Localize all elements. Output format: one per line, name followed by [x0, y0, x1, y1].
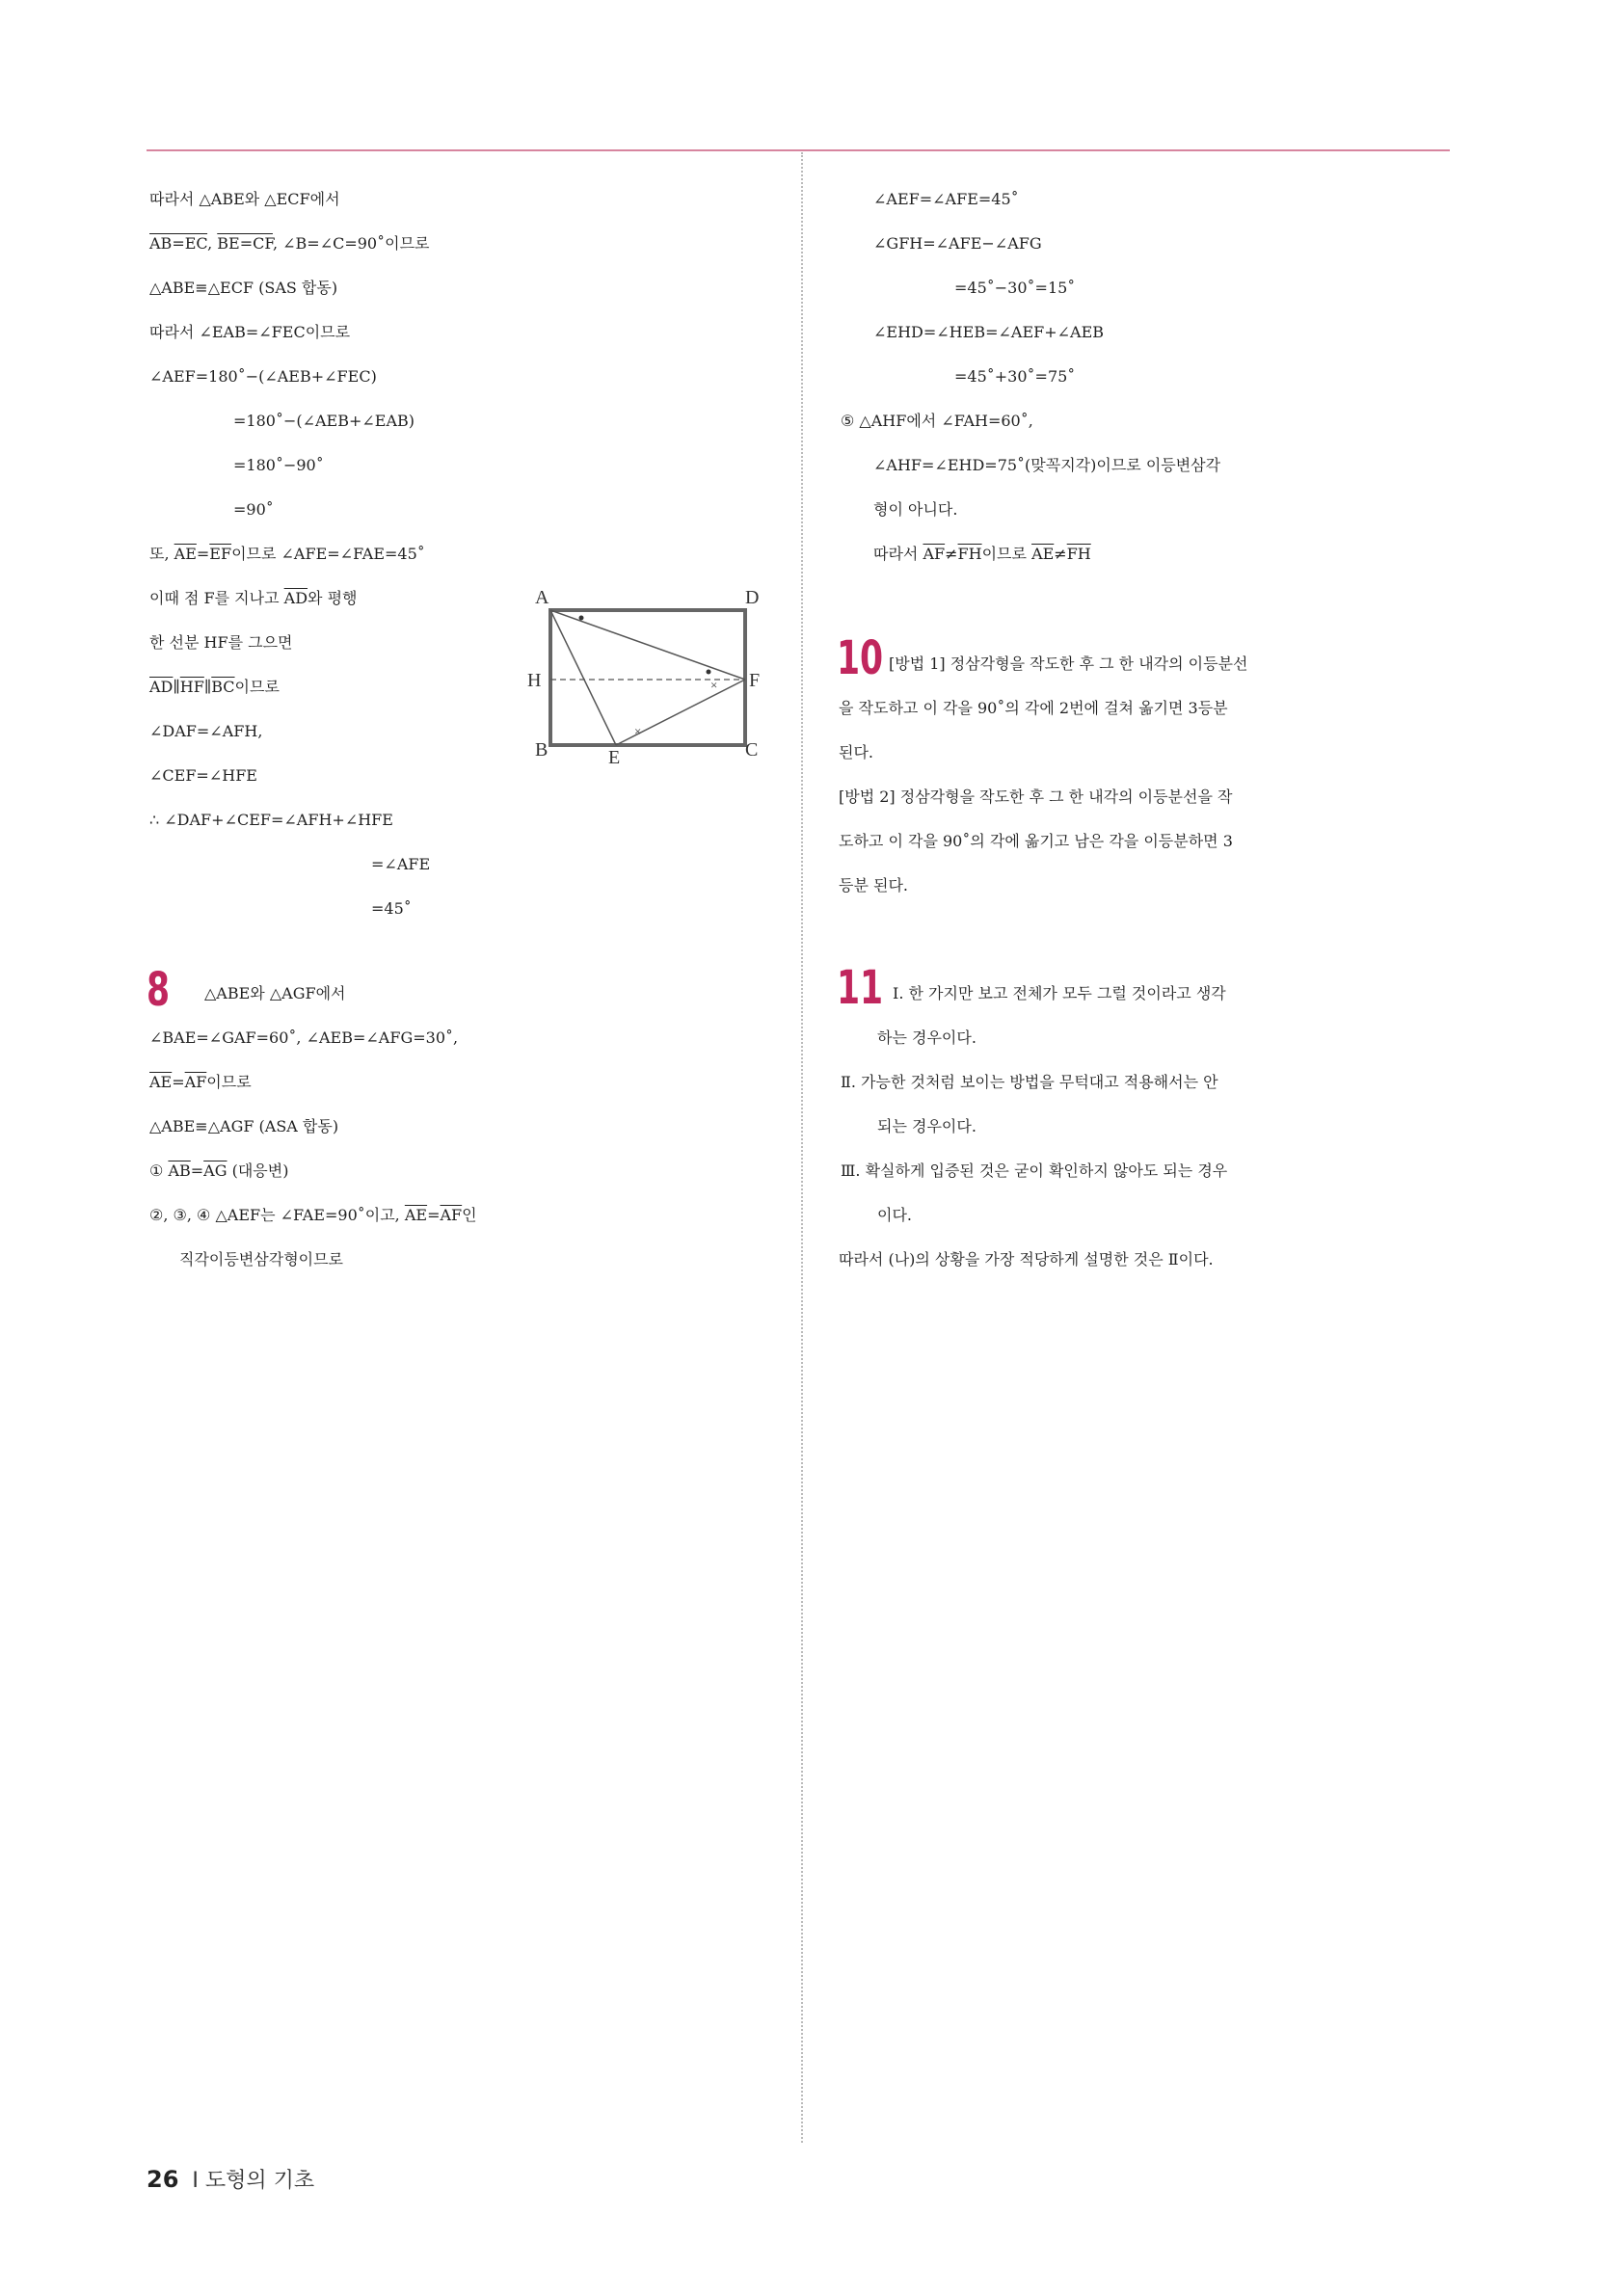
label-b: B	[535, 739, 548, 761]
problem-number: 11	[837, 961, 884, 1015]
header-rule	[147, 149, 1450, 151]
text-line: ∠EHD=∠HEB=∠AEF+∠AEB	[873, 323, 1105, 341]
text-line: ∠DAF=∠AFH,	[149, 722, 263, 740]
text-line: 직각이등변삼각형이므로	[179, 1250, 344, 1268]
angle-mark: ×	[710, 678, 718, 692]
text-line: 이다.	[877, 1206, 912, 1224]
text-line: 하는 경우이다.	[877, 1028, 976, 1047]
column-divider	[801, 152, 803, 2143]
label-h: H	[527, 670, 542, 691]
page-footer	[147, 2164, 314, 2194]
text-line: ∠AEF=180˚−(∠AEB+∠FEC)	[149, 367, 377, 386]
text-line: 된다.	[839, 743, 873, 761]
text-line: ∴ ∠DAF+∠CEF=∠AFH+∠HFE	[149, 811, 393, 829]
page-number: 26	[147, 2166, 179, 2193]
text-line: =∠AFE	[371, 855, 431, 873]
text-line: =45˚+30˚=75˚	[954, 367, 1076, 386]
label-a: A	[535, 587, 549, 608]
text-line: 도하고 이 각을 90˚의 각에 옮기고 남은 각을 이등분하면 3	[839, 832, 1233, 850]
label-d: D	[745, 587, 760, 608]
text-line: 따라서 (나)의 상황을 가장 적당하게 설명한 것은 Ⅱ이다.	[839, 1250, 1214, 1268]
label-e: E	[608, 747, 621, 768]
angle-mark: ×	[634, 724, 642, 738]
text-line: [방법 2] 정삼각형을 작도한 후 그 한 내각의 이등분선을 작	[839, 788, 1233, 806]
angle-mark	[707, 670, 711, 675]
text-line: 을 작도하고 이 각을 90˚의 각에 2번에 걸쳐 옮기면 3등분	[839, 699, 1228, 717]
label-f: F	[749, 670, 761, 691]
text-line: AB=EC, BE=CF, ∠B=∠C=90˚이므로	[149, 234, 430, 253]
text-line: =45˚−30˚=15˚	[954, 279, 1076, 297]
text-line: 따라서 ∠EAB=∠FEC이므로	[149, 323, 351, 341]
text-line: 따라서 $\overline{AF}\ne\overline{FH}$이므로 $\overline{AE}\ne\overline{FH}$	[873, 545, 1091, 563]
text-line: △ABE≡△AGF (ASA 합동)	[149, 1117, 339, 1135]
text-line: Ⅰ. 한 가지만 보고 전체가 모두 그럴 것이라고 생각	[893, 984, 1226, 1002]
text-line: ∠CEF=∠HFE	[149, 766, 257, 785]
text-line: =90˚	[233, 500, 274, 519]
angle-mark	[579, 616, 584, 621]
label-c: C	[745, 739, 759, 761]
text-line: =45˚	[371, 899, 412, 918]
text-line: =180˚−(∠AEB+∠EAB)	[233, 412, 415, 430]
text-line: 또, $\overline{AE}=\overline{EF}$이므로 ∠AFE=∠FAE=45˚	[149, 545, 425, 563]
text-line: ∠GFH=∠AFE−∠AFG	[873, 234, 1042, 253]
text-line: ⑤ △AHF에서 ∠FAH=60˚,	[841, 412, 1033, 430]
text-line: △ABE≡△ECF (SAS 합동)	[149, 279, 338, 297]
text-line: ∠AHF=∠EHD=75˚(맞꼭지각)이므로 이등변삼각	[873, 456, 1221, 474]
problem-number: 8	[147, 963, 171, 1017]
text-line: 등분 된다.	[839, 876, 908, 894]
text-line: 따라서 △ABE와 △ECF에서	[149, 190, 340, 208]
text-line: Ⅱ. 가능한 것처럼 보이는 방법을 무턱대고 적용해서는 안	[841, 1073, 1218, 1091]
text-line: 형이 아니다.	[873, 500, 958, 519]
text-line: ②, ③, ④ △AEF는 ∠FAE=90˚이고, $\overline{AE}=\overline{AF}$인	[149, 1206, 477, 1224]
text-line: ∠AEF=∠AFE=45˚	[873, 190, 1019, 208]
text-line: Ⅲ. 확실하게 입증된 것은 굳이 확인하지 않아도 되는 경우	[841, 1161, 1228, 1180]
text-line: 되는 경우이다.	[877, 1117, 976, 1135]
text-line: 이때 점 F를 지나고 $\overline{AD}$와 평행	[149, 589, 358, 607]
section-title: Ⅰ 도형의 기초	[192, 2169, 315, 2193]
problem-number: 10	[837, 631, 884, 685]
text-line: △ABE와 △AGF에서	[204, 984, 346, 1002]
rectangle-diagram	[525, 586, 776, 769]
text-line: [방법 1] 정삼각형을 작도한 후 그 한 내각의 이등분선	[889, 654, 1248, 673]
text-line: =180˚−90˚	[233, 456, 324, 474]
text-line: $\overline{AE}=\overline{AF}$이므로	[149, 1073, 252, 1091]
text-line: ∠BAE=∠GAF=60˚, ∠AEB=∠AFG=30˚,	[149, 1028, 459, 1047]
text-line: 한 선분 HF를 그으면	[149, 633, 293, 652]
text-line: $\overline{AD}\parallel\overline{HF}\parallel\overline{BC}$이므로	[149, 678, 280, 696]
text-line: ① $\overline{AB}=\overline{AG}$ (대응변)	[149, 1161, 289, 1180]
